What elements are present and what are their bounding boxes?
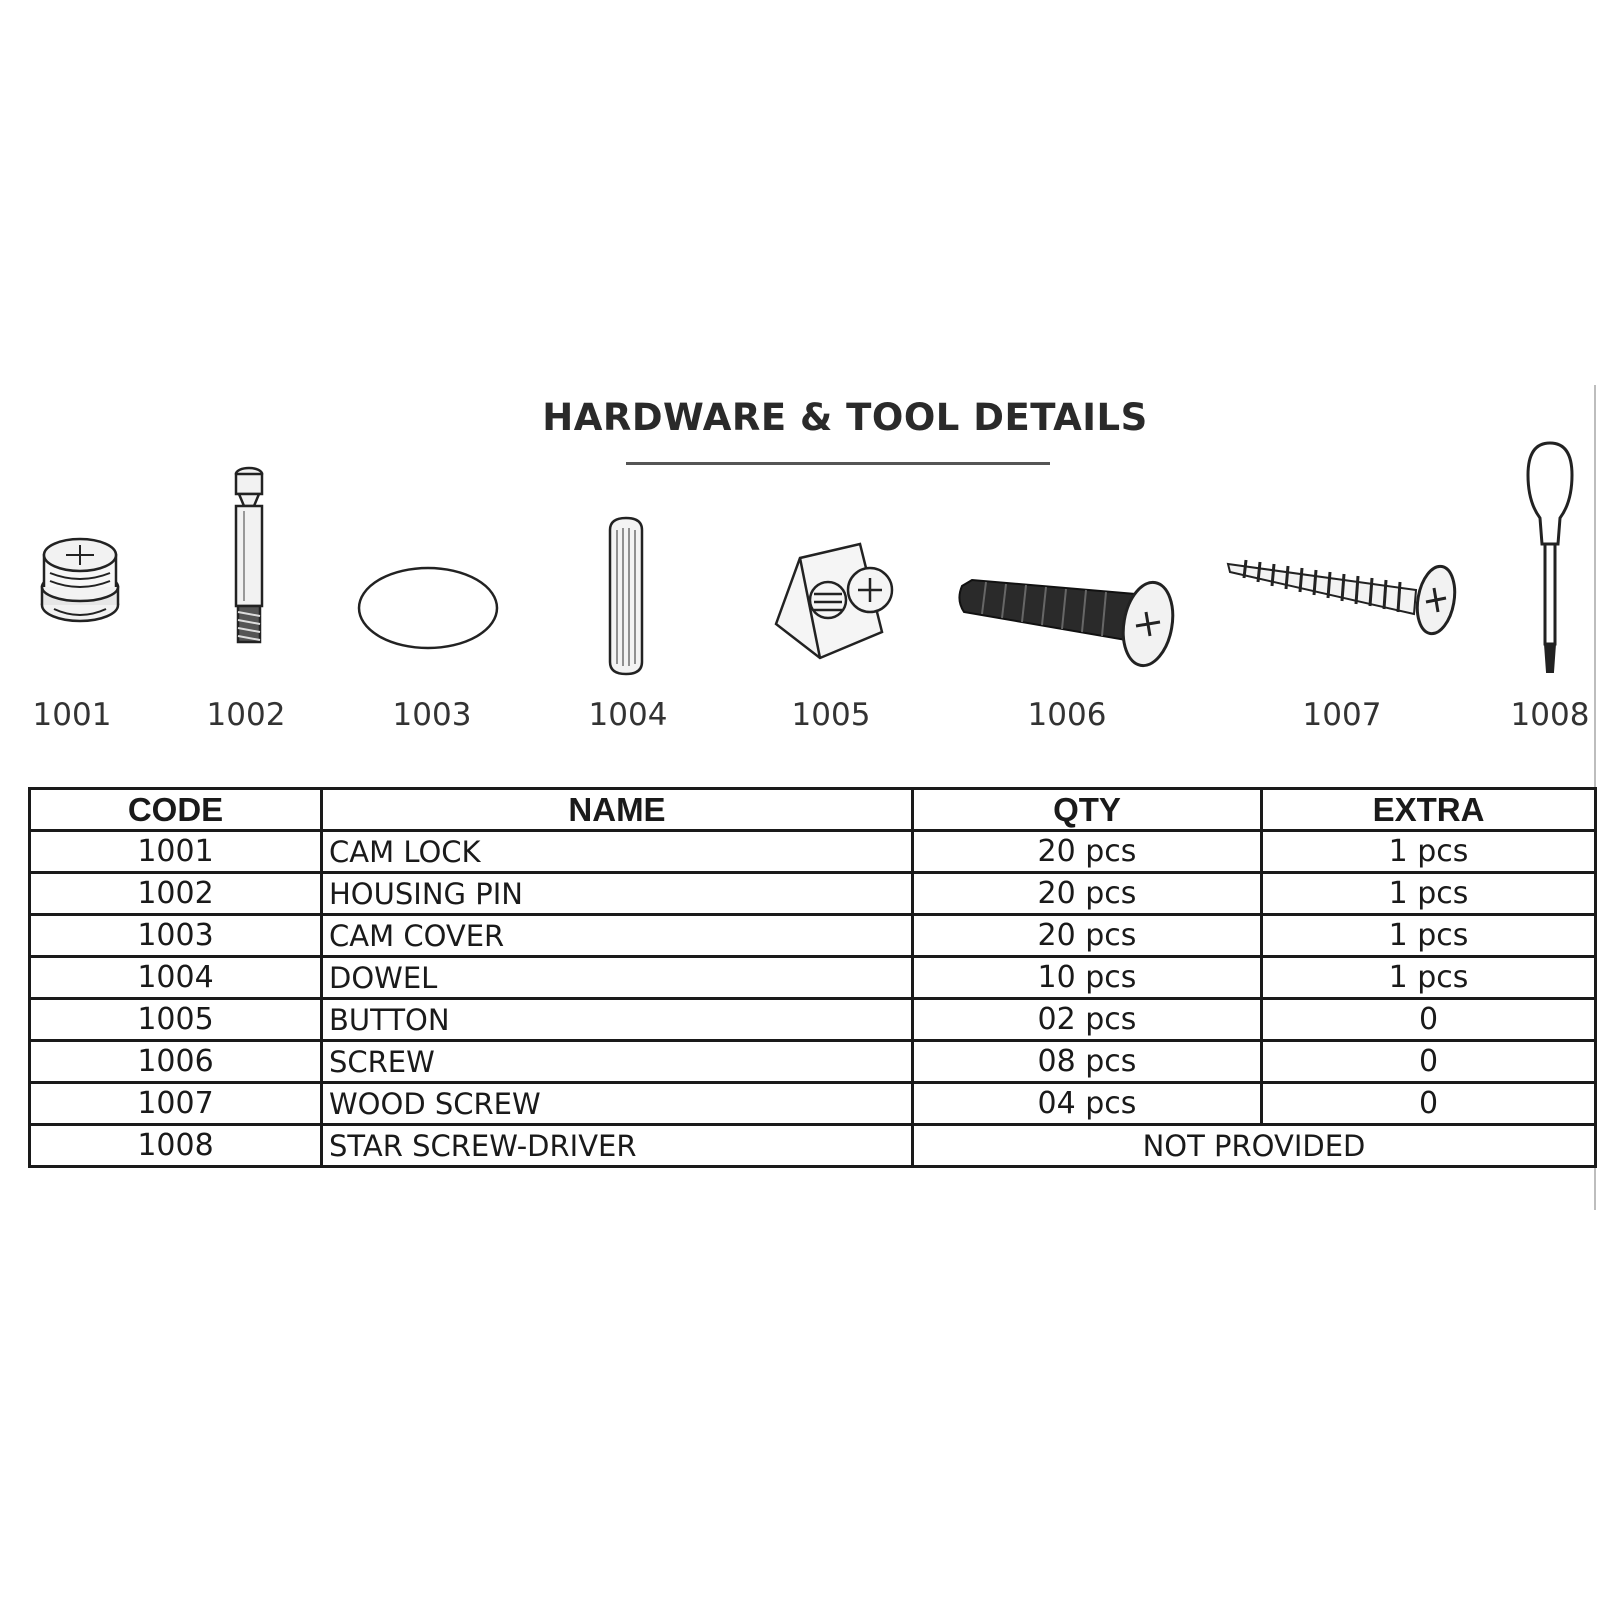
title-underline [626,462,1050,465]
part-code-label: 1003 [392,697,472,733]
cell-extra: 1 pcs [1262,915,1596,957]
table-row [30,873,1596,915]
cell-qty: 04 pcs [913,1083,1262,1125]
column-header-extra: EXTRA [1262,789,1596,831]
cell-name: STAR SCREW-DRIVER [322,1125,913,1167]
hardware-table [28,787,1597,1168]
cell-code: 1001 [30,831,322,873]
cell-code: 1008 [30,1125,322,1167]
cell-qty: 20 pcs [913,831,1262,873]
cell-name: SCREW [322,1041,913,1083]
part-code-label: 1005 [791,697,871,733]
table-row [30,999,1596,1041]
part-code-label: 1004 [588,697,668,733]
cell-not-provided: NOT PROVIDED [913,1125,1596,1167]
table-row [30,1125,1596,1167]
cell-code: 1005 [30,999,322,1041]
table-row [30,957,1596,999]
part-code-label: 1007 [1302,697,1382,733]
cell-extra: 0 [1262,1041,1596,1083]
column-header-name: NAME [322,789,913,831]
table-row [30,915,1596,957]
cell-name: HOUSING PIN [322,873,913,915]
cell-qty: 20 pcs [913,915,1262,957]
cell-qty: 02 pcs [913,999,1262,1041]
part-code-label: 1001 [32,697,112,733]
cell-name: CAM LOCK [322,831,913,873]
cell-name: BUTTON [322,999,913,1041]
cell-name: DOWEL [322,957,913,999]
cell-extra: 1 pcs [1262,957,1596,999]
cell-qty: 10 pcs [913,957,1262,999]
cell-name: CAM COVER [322,915,913,957]
cell-code: 1003 [30,915,322,957]
cell-name: WOOD SCREW [322,1083,913,1125]
cell-qty: 20 pcs [913,873,1262,915]
cell-code: 1004 [30,957,322,999]
cell-extra: 0 [1262,999,1596,1041]
cell-code: 1002 [30,873,322,915]
table-row [30,831,1596,873]
part-code-label: 1002 [206,697,286,733]
cell-code: 1006 [30,1041,322,1083]
cell-code: 1007 [30,1083,322,1125]
column-header-code: CODE [30,789,322,831]
table-row [30,1041,1596,1083]
part-code-label: 1006 [1027,697,1107,733]
cell-extra: 1 pcs [1262,873,1596,915]
cell-extra: 1 pcs [1262,831,1596,873]
table-header-row [30,789,1596,831]
page-title: HARDWARE & TOOL DETAILS [542,396,1148,439]
table-row [30,1083,1596,1125]
cell-qty: 08 pcs [913,1041,1262,1083]
column-header-qty: QTY [913,789,1262,831]
part-code-label: 1008 [1510,697,1590,733]
cell-extra: 0 [1262,1083,1596,1125]
